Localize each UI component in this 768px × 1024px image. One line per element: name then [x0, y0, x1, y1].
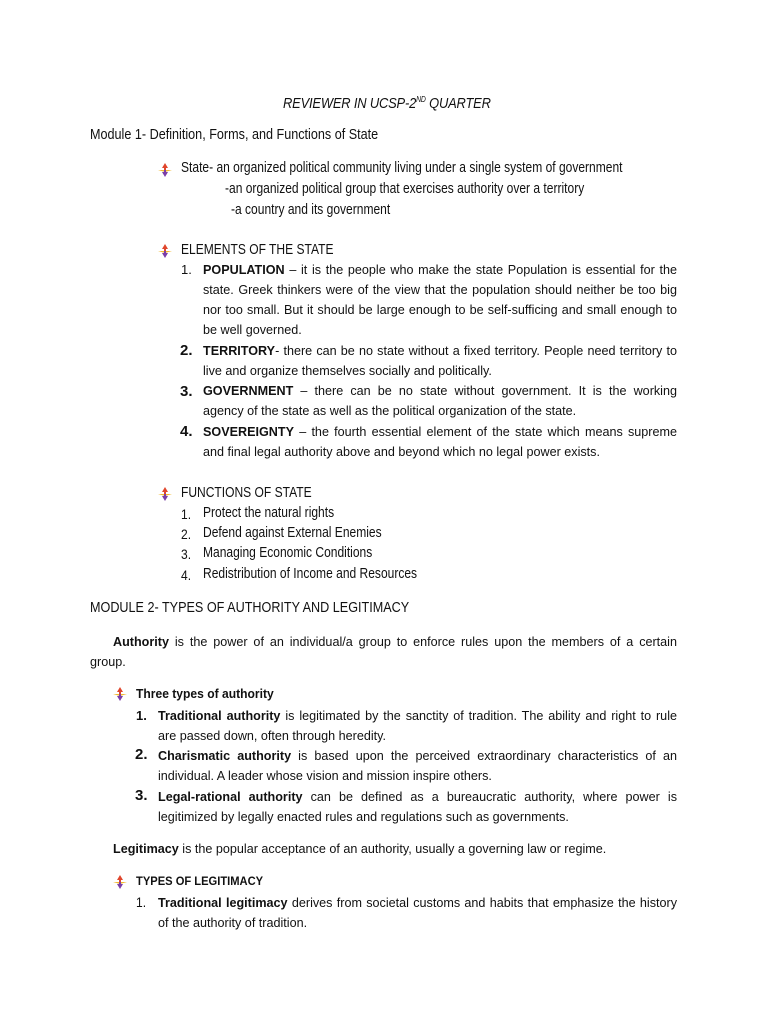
- bullet-arrow-icon: [158, 487, 172, 501]
- functions-heading: FUNCTIONS OF STATE: [181, 485, 312, 501]
- function-number: 4.: [181, 567, 192, 583]
- legitimacy-types-heading: TYPES OF LEGITIMACY: [136, 874, 264, 888]
- legitimacy-number: 1.: [136, 894, 147, 910]
- elements-heading: ELEMENTS OF THE STATE: [181, 242, 334, 258]
- element-government: GOVERNMENT – there can be no state without government. It is the working agency of the state as well as the political organization of the state.: [203, 384, 677, 418]
- element-number: 2.: [180, 342, 193, 359]
- legal-rational-authority: Legal-rational authority can be defined as a bureaucratic authority, where power is legitimized by legally enacted rules and regulations such as governments.: [158, 790, 677, 824]
- traditional-legitimacy: Traditional legitimacy derives from societal customs and habits that emphasize the history of the authority of tradition.: [158, 896, 677, 930]
- authority-number: 3.: [135, 787, 148, 804]
- function-item: Managing Economic Conditions: [203, 545, 373, 561]
- legitimacy-definition: Legitimacy is the popular acceptance of an authority, usually a governing law or regime.: [113, 842, 607, 856]
- state-definition-2: -an organized political group that exercises authority over a territory: [225, 181, 585, 197]
- state-definition-3: -a country and its government: [231, 202, 391, 218]
- bullet-arrow-icon: [158, 163, 172, 177]
- charismatic-authority: Charismatic authority is based upon the perceived extraordinary characteristics of an individual. A leader whose vision and mission inspire others.: [158, 749, 677, 783]
- function-number: 2.: [181, 526, 192, 542]
- traditional-authority: Traditional authority is legitimated by the sanctity of tradition. The ability and right to rule are passed down, often through heredity.: [158, 709, 677, 743]
- bullet-arrow-icon: [113, 687, 127, 701]
- element-number: 1.: [181, 262, 192, 277]
- function-item: Redistribution of Income and Resources: [203, 566, 418, 582]
- element-sovereignty: SOVEREIGNTY – the fourth essential element of the state which means supreme and final legal authority above and beyond which no legal power exists.: [203, 425, 677, 459]
- bullet-arrow-icon: [113, 875, 127, 889]
- module2-heading: MODULE 2- TYPES OF AUTHORITY AND LEGITIMACY: [90, 600, 410, 616]
- authority-number: 1.: [136, 708, 147, 723]
- state-definition-1: State- an organized political community living under a single system of government: [181, 160, 623, 176]
- function-number: 3.: [181, 546, 192, 562]
- bullet-arrow-icon: [158, 244, 172, 258]
- state-label: State-: [181, 160, 214, 176]
- element-number: 3.: [180, 383, 193, 400]
- authority-number: 2.: [135, 746, 148, 763]
- function-number: 1.: [181, 506, 192, 522]
- function-item: Protect the natural rights: [203, 505, 335, 521]
- element-population: POPULATION – it is the people who make the state Population is essential for the state. Greek thinkers were of the view that the population should neither be too big nor too small. But it should be large enough to be self-sufficing and small enough to be well governed.: [203, 263, 677, 337]
- module1-heading: Module 1- Definition, Forms, and Functions of State: [90, 127, 379, 143]
- document-title: REVIEWER IN UCSP-2ND QUARTER: [283, 95, 491, 112]
- function-item: Defend against External Enemies: [203, 525, 382, 541]
- authority-types-heading: Three types of authority: [136, 686, 274, 701]
- element-number: 4.: [180, 423, 193, 440]
- authority-definition: Authority is the power of an individual/a group to enforce rules upon the members of a certain group.: [90, 635, 677, 669]
- element-territory: TERRITORY- there can be no state without a fixed territory. People need territory to live and organize themselves socially and politically.: [203, 344, 677, 378]
